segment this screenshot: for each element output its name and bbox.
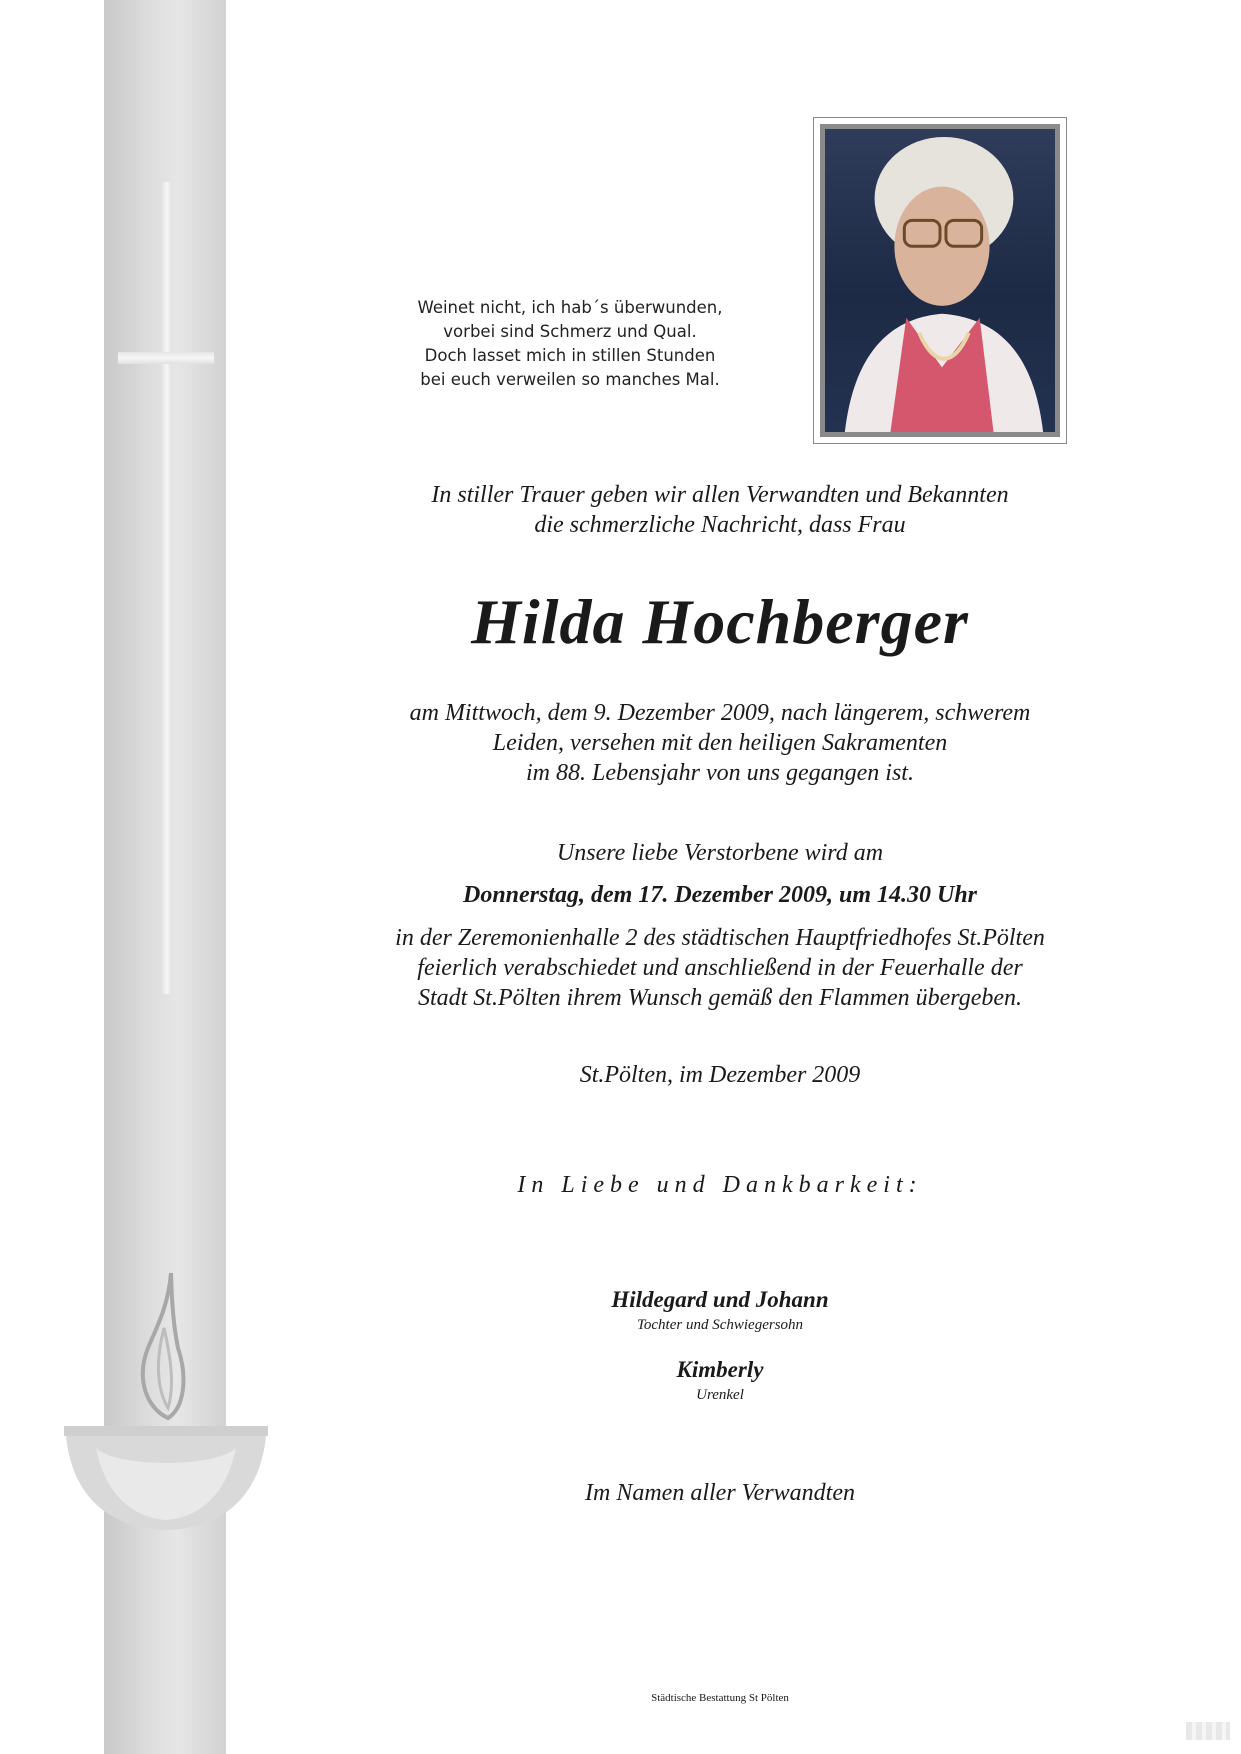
poem bbox=[400, 296, 740, 392]
mourner-relation: Urenkel bbox=[696, 1387, 744, 1403]
place-date: St.Pölten, im Dezember 2009 bbox=[579, 1062, 861, 1088]
footer-text: Städtische Bestattung St Pölten bbox=[651, 1692, 789, 1704]
deceased-name: Hilda Hochberger bbox=[471, 586, 969, 657]
cross-icon-bar bbox=[118, 352, 214, 364]
poem-line: vorbei sind Schmerz und Qual. bbox=[443, 322, 697, 341]
candle-icon bbox=[56, 1268, 276, 1568]
death-line: Leiden, versehen mit den heiligen Sakramenten bbox=[492, 730, 948, 756]
announcement-line: In stiller Trauer geben wir allen Verwandten und Bekannten bbox=[431, 482, 1009, 508]
watermark-mark bbox=[1186, 1722, 1230, 1740]
gratitude-heading: In Liebe und Dankbarkeit: bbox=[517, 1172, 923, 1198]
ceremony-line: in der Zeremonienhalle 2 des städtischen Hauptfriedhofes St.Pölten bbox=[395, 925, 1045, 951]
death-notice bbox=[340, 698, 1100, 788]
closing-line: Im Namen aller Verwandten bbox=[585, 1480, 855, 1506]
poem-line: Doch lasset mich in stillen Stunden bbox=[424, 346, 716, 365]
poem-line: bei euch verweilen so manches Mal. bbox=[420, 370, 720, 389]
portrait-photo bbox=[820, 124, 1060, 437]
announcement bbox=[350, 480, 1090, 540]
death-line: am Mittwoch, dem 9. Dezember 2009, nach längerem, schwerem bbox=[409, 700, 1031, 726]
ceremony-date: Donnerstag, dem 17. Dezember 2009, um 14.30 Uhr bbox=[462, 882, 978, 908]
ceremony-intro: Unsere liebe Verstorbene wird am bbox=[556, 840, 884, 866]
ceremony-line: feierlich verabschiedet und anschließend in der Feuerhalle der bbox=[417, 955, 1023, 981]
ceremony-line: Stadt St.Pölten ihrem Wunsch gemäß den Flammen übergeben. bbox=[417, 985, 1023, 1011]
ceremony-details bbox=[320, 923, 1120, 1013]
mourner-relation: Tochter und Schwiegersohn bbox=[636, 1317, 804, 1333]
announcement-line: die schmerzliche Nachricht, dass Frau bbox=[534, 512, 906, 538]
poem-line: Weinet nicht, ich hab´s überwunden, bbox=[417, 298, 723, 317]
death-line: im 88. Lebensjahr von uns gegangen ist. bbox=[526, 760, 914, 786]
mourner-name: Kimberly bbox=[676, 1357, 764, 1382]
mourner-name: Hildegard und Johann bbox=[611, 1287, 829, 1312]
portrait-frame bbox=[813, 117, 1067, 444]
cross-icon bbox=[162, 182, 172, 994]
